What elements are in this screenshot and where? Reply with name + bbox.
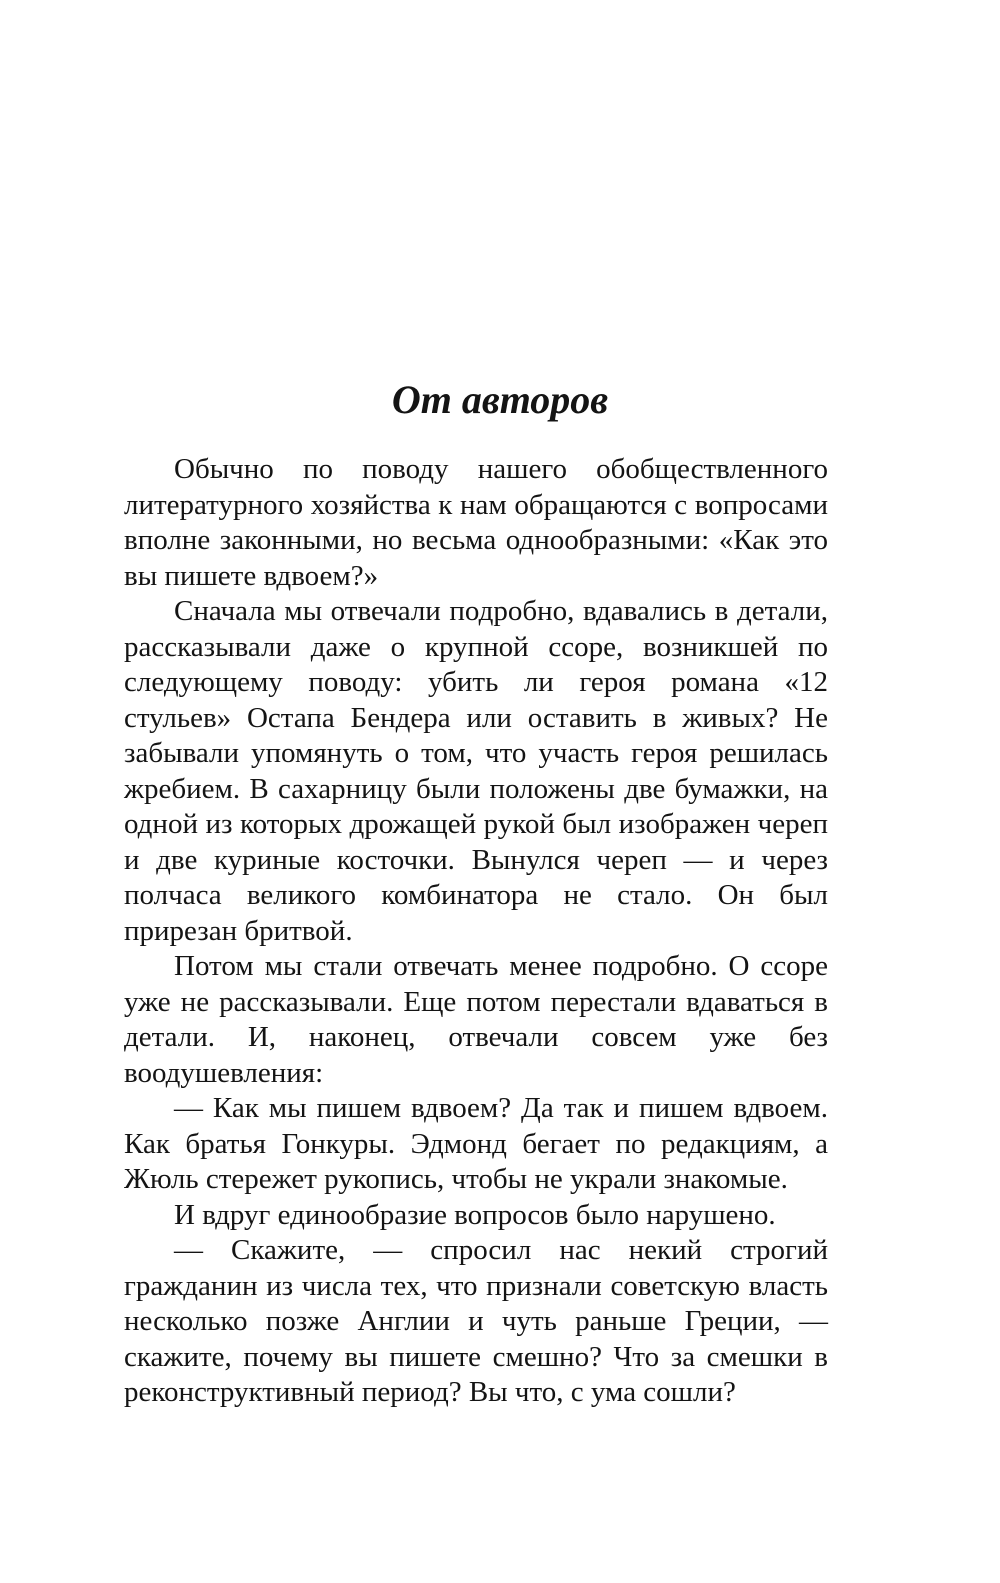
chapter-title: От авторов (391, 377, 609, 422)
paragraph: — Скажите, — спросил нас некий строгий гражданин из числа тех, что признали советскую власть несколько позже Англии и чуть раньше Греции, — скажите, почему вы пишете смешно? Что за смешки в реконструктивный период? Вы что, с ума сошли? (124, 1234, 828, 1408)
paragraph: Потом мы стали отвечать менее подробно. О ссоре уже не рассказывали. Еще потом перестали вдаваться в детали. И, наконец, отвечали совсем уже без воодушевления: (124, 950, 828, 1089)
paragraph: — Как мы пишем вдвоем? Да так и пишем вдвоем. Как братья Гонкуры. Эдмонд бегает по редакциям, а Жюль стережет рукопись, чтобы не украли знакомые. (124, 1092, 828, 1195)
paragraph: И вдруг единообразие вопросов было нарушено. (174, 1198, 776, 1231)
chapter-body (124, 452, 828, 1411)
paragraph: Обычно по поводу нашего обобществленного литературного хозяйства к нам обращаются с вопросами вполне законными, но весьма однообразными: «Как это вы пишете вдвоем?» (124, 453, 828, 592)
paragraph: Сначала мы отвечали подробно, вдавались в детали, рассказывали даже о крупной ссоре, возникшей по следующему поводу: убить ли героя романа «12 стульев» Остапа Бендера или оставить в живых? Не забывали упомянуть о том, что участь героя решилась жребием. В сахарницу были положены две бумажки, на одной из которых дрожащей рукой был изображен череп и две куриные косточки. Вынулся череп — и через полчаса великого комбинатора не стало. Он был прирезан бритвой. (124, 595, 828, 947)
